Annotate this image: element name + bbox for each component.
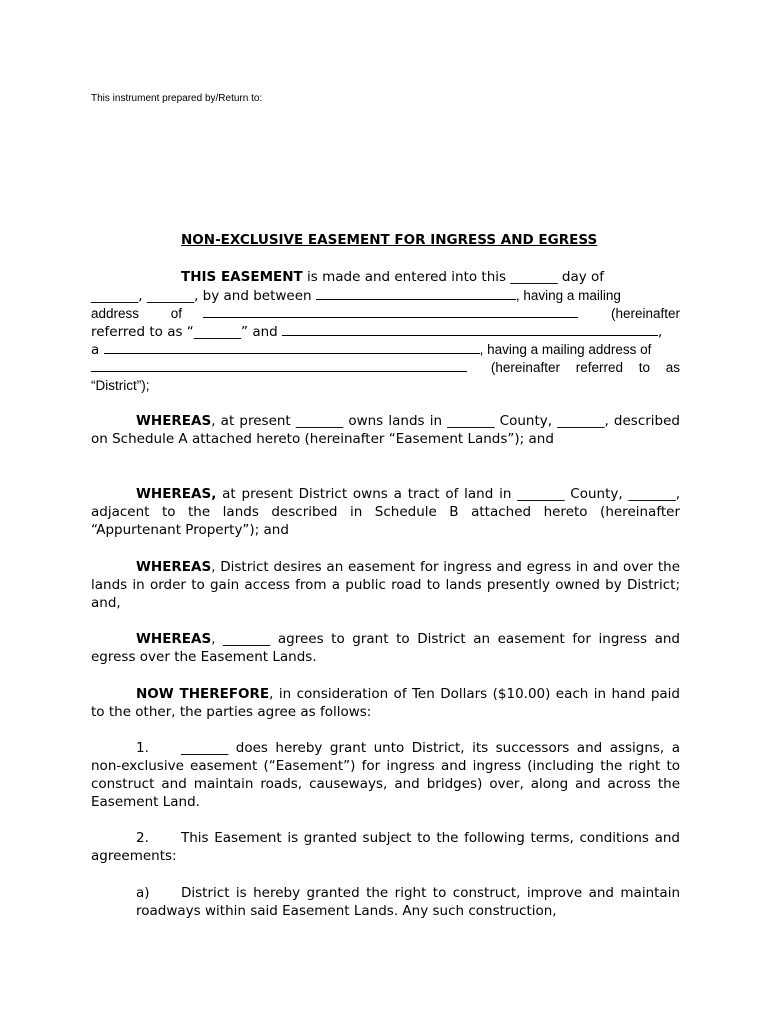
whereas-paragraph-2 xyxy=(91,485,680,539)
party-blank[interactable] xyxy=(316,287,516,300)
whereas-paragraph-1 xyxy=(91,412,680,448)
intro-line-7 xyxy=(91,377,680,395)
whereas-3-lead: WHEREAS xyxy=(136,559,212,575)
whereas-2-text: at present District owns a tract of land in _______ County, _______, adjacent to the lands described in Schedule B attached hereto (hereinafter “Appurtenant Property”); and xyxy=(91,486,680,538)
whereas-1-lead: WHEREAS xyxy=(136,413,212,429)
whereas-paragraph-3 xyxy=(91,558,680,612)
intro-l6b: (hereinafter referred to as xyxy=(490,360,680,375)
intro-line-4 xyxy=(91,323,680,341)
intro-line-3 xyxy=(91,305,680,323)
clause-2-number: 2. xyxy=(136,830,149,846)
whereas-3-text: , District desires an easement for ingress and egress in and over the lands in order to gain access from a public road to lands presently owned by District; and, xyxy=(91,559,680,611)
second-party-name-blank[interactable] xyxy=(104,341,480,354)
intro-l4a: referred to as “_______” and xyxy=(91,324,283,340)
second-party-blank[interactable] xyxy=(282,323,658,336)
intro-l3b: (hereinafter xyxy=(610,306,680,321)
intro-l2b: , having a mailing xyxy=(515,288,621,303)
whereas-4-text: , _______ agrees to grant to District an easement for ingress and egress over the Easement Lands. xyxy=(91,631,680,665)
intro-line-5 xyxy=(91,341,680,359)
now-therefore-lead: NOW THEREFORE xyxy=(136,686,270,702)
intro-l5b: , having a mailing address of xyxy=(479,342,652,357)
intro-lead: THIS EASEMENT xyxy=(181,269,303,285)
whereas-paragraph-4 xyxy=(91,630,680,666)
address-blank[interactable] xyxy=(203,305,578,318)
now-therefore-text: , in consideration of Ten Dollars ($10.00) each in hand paid to the other, the parties agree as follows: xyxy=(91,686,681,720)
now-therefore-paragraph xyxy=(91,685,680,721)
clause-2a xyxy=(136,884,680,920)
intro-l3a: address of xyxy=(91,306,183,321)
clause-2 xyxy=(91,829,680,865)
intro-line-6 xyxy=(91,359,680,377)
intro-l7: “District”); xyxy=(91,378,150,393)
whereas-4-lead: WHEREAS xyxy=(136,631,212,647)
whereas-2-lead: WHEREAS, xyxy=(136,486,217,502)
clause-1-text: _______ does hereby grant unto District, its successors and assigns, a non-exclusive easement (“Easement”) for ingress and ingress (including the right to construct and maintain roads, causeways, and bridges) over, along and across the Easement Land. xyxy=(91,740,680,810)
intro-l4b: , xyxy=(658,324,663,340)
clause-1-number: 1. xyxy=(136,740,149,756)
clause-2-text: This Easement is granted subject to the following terms, conditions and agreements: xyxy=(91,830,680,864)
intro-l2a: _______, _______, by and between xyxy=(91,288,316,304)
clause-2a-text: District is hereby granted the right to construct, improve and maintain roadways within said Easement Lands. Any such construction, xyxy=(136,885,680,919)
intro-line-2 xyxy=(91,287,680,305)
second-address-blank[interactable] xyxy=(91,359,467,372)
intro-l5a: a xyxy=(91,342,104,358)
prepared-by-label: This instrument prepared by/Return to: xyxy=(91,93,263,104)
clause-2a-number: a) xyxy=(136,885,150,901)
whereas-1-text: , at present _______ owns lands in _______ County, _______, described on Schedule A attached hereto (hereinafter “Easement Lands”); and xyxy=(91,413,680,447)
clause-1 xyxy=(91,739,680,811)
intro-line-1 xyxy=(91,268,680,286)
intro-l1: is made and entered into this _______ day of xyxy=(302,269,605,285)
document-title: NON-EXCLUSIVE EASEMENT FOR INGRESS AND EGRESS xyxy=(181,232,598,248)
